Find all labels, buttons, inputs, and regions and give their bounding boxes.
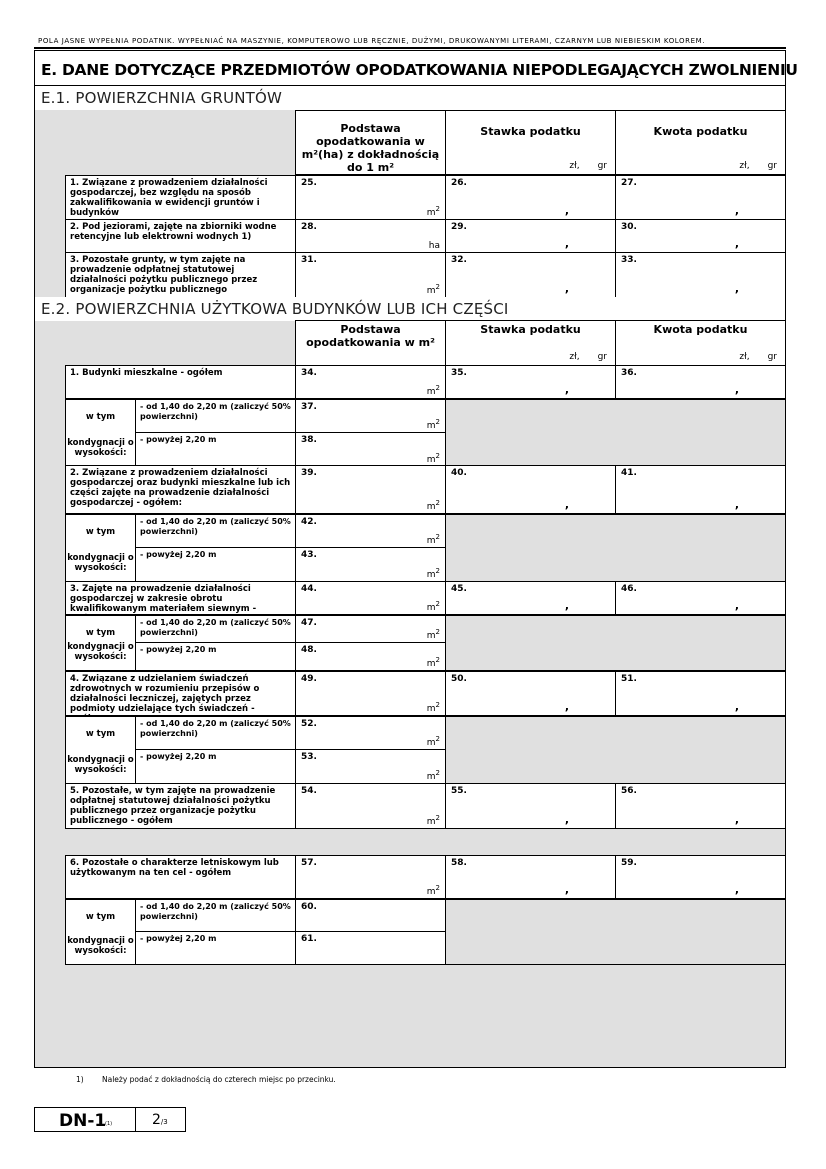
section-e-header xyxy=(35,51,798,86)
sub-label-low-text: - od 1,40 do 2,20 m (zaliczyć 50% powierzchni) xyxy=(140,402,291,421)
e2-sub-shaded-area xyxy=(445,716,786,784)
e2-row-label xyxy=(65,465,296,514)
kondygnacji-text: kondygnacji o wysokości: xyxy=(67,553,134,573)
field-number: 59. xyxy=(621,858,637,868)
form-code-cell xyxy=(35,1108,136,1131)
e2-sub-base-field[interactable] xyxy=(295,432,446,467)
e1-col-base-header xyxy=(295,110,446,175)
e2-row-label xyxy=(65,365,296,399)
field-number: 51. xyxy=(621,674,637,684)
e2-row-label-text: 4. Związane z udzielaniem świadczeń zdrowotnych w rozumieniu przepisów o działalności leczniczej, zajętych przez podmioty udzielające tych świadczeń - xyxy=(70,674,260,714)
field-number: 56. xyxy=(621,786,637,796)
decimal-separator: , xyxy=(734,282,739,295)
e2-amount-field[interactable] xyxy=(615,671,786,716)
e2-amount-field[interactable] xyxy=(615,465,786,514)
e2-sub-label-high xyxy=(135,642,296,671)
e2-sub-label-low xyxy=(135,514,296,548)
kondygnacji-text: kondygnacji o wysokości: xyxy=(67,755,134,775)
e2-row-label xyxy=(65,581,296,615)
unit-label: $m^2$ xyxy=(426,418,440,431)
field-number: 52. xyxy=(301,719,317,729)
e2-amount-field[interactable] xyxy=(615,365,786,399)
e1-row-label xyxy=(65,219,296,253)
e2-sub-label-high xyxy=(135,547,296,582)
field-number: 54. xyxy=(301,786,317,796)
decimal-separator: , xyxy=(734,237,739,250)
e2-row-label-text: 1. Budynki mieszkalne - ogółem xyxy=(70,368,223,378)
e1-amount-field[interactable] xyxy=(615,219,786,253)
field-number: 60. xyxy=(301,902,317,912)
field-number: 28. xyxy=(301,222,317,232)
wtym-text: w tym xyxy=(85,628,116,638)
form-section-e xyxy=(34,50,798,1068)
decimal-separator: , xyxy=(734,498,739,511)
decimal-separator: , xyxy=(564,700,569,713)
decimal-separator: , xyxy=(564,204,569,217)
e2-wtym-label xyxy=(65,399,136,467)
e2-wtym-label xyxy=(65,716,136,784)
e2-wtym-label xyxy=(65,899,136,965)
decimal-separator: , xyxy=(564,813,569,826)
footnote-text: Należy podać z dokładnością do czterech miejsc po przecinku. xyxy=(102,1075,336,1084)
field-number: 34. xyxy=(301,368,317,378)
e2-sub-base-field[interactable] xyxy=(295,749,446,784)
e2-row-label-text: 2. Związane z prowadzeniem działalności gospodarczej oraz budynki mieszkalne lub ich części zajęte na prowadzenie działalności gospodarczej - ogółem: xyxy=(70,468,291,508)
unit-label: $m^2$ xyxy=(426,499,440,512)
e2-amount-field[interactable] xyxy=(615,855,786,899)
e2-rate-field[interactable] xyxy=(445,465,616,514)
e2-sub-label-high xyxy=(135,749,296,784)
field-number: 45. xyxy=(451,584,467,594)
section-e-title: E. DANE DOTYCZĄCE PRZEDMIOTÓW OPODATKOWANIA NIEPODLEGAJĄCYCH ZWOLNIENIU xyxy=(41,61,798,79)
e2-base-field[interactable] xyxy=(295,783,446,829)
unit-label: $m^2$ xyxy=(426,567,440,580)
e2-row-label xyxy=(65,855,296,899)
unit-label: $m^2$ xyxy=(426,205,440,218)
e2-base-field[interactable] xyxy=(295,671,446,716)
field-number: 49. xyxy=(301,674,317,684)
e2-row-label-text: 3. Zajęte na prowadzenie działalności gospodarczej w zakresie obrotu kwalifikowanym materiałem siewnym - xyxy=(70,584,257,614)
field-number: 41. xyxy=(621,468,637,478)
field-number: 48. xyxy=(301,645,317,655)
e2-rate-field[interactable] xyxy=(445,783,616,829)
decimal-separator: , xyxy=(564,883,569,896)
e2-sub-label-low xyxy=(135,899,296,932)
e2-rate-field[interactable] xyxy=(445,855,616,899)
e1-rate-unit: zł, gr xyxy=(569,161,607,171)
e2-base-field[interactable] xyxy=(295,465,446,514)
wtym-text: w tym xyxy=(85,527,116,537)
e1-amount-unit: zł, gr xyxy=(739,161,777,171)
decimal-separator: , xyxy=(564,282,569,295)
e2-sub-label-high xyxy=(135,931,296,965)
unit-label: $m^2$ xyxy=(426,384,440,397)
e2-sub-base-field[interactable] xyxy=(295,642,446,671)
field-number: 39. xyxy=(301,468,317,478)
e2-base-field[interactable] xyxy=(295,581,446,615)
top-rule xyxy=(34,47,786,49)
unit-label: $m^2$ xyxy=(426,600,440,613)
e1-col-rate-header xyxy=(445,110,616,175)
field-number: 61. xyxy=(301,934,317,944)
e2-title: E.2. POWIERZCHNIA UŻYTKOWA BUDYNKÓW LUB ICH CZĘŚCI xyxy=(41,300,509,318)
e1-rate-field[interactable] xyxy=(445,219,616,253)
sub-label-high-text: - powyżej 2,20 m xyxy=(140,934,217,943)
unit-label: $m^2$ xyxy=(426,628,440,641)
field-number: 35. xyxy=(451,368,467,378)
e2-header xyxy=(35,297,785,321)
decimal-separator: , xyxy=(564,498,569,511)
field-number: 42. xyxy=(301,517,317,527)
unit-label: $m^2$ xyxy=(426,283,440,296)
unit-label: $m^2$ xyxy=(426,735,440,748)
e2-sub-base-field[interactable] xyxy=(295,899,446,932)
field-number: 40. xyxy=(451,468,467,478)
sub-label-high-text: - powyżej 2,20 m xyxy=(140,752,217,761)
sub-label-high-text: - powyżej 2,20 m xyxy=(140,645,217,654)
sub-label-low-text: - od 1,40 do 2,20 m (zaliczyć 50% powierzchni) xyxy=(140,618,291,637)
e2-sub-base-field[interactable] xyxy=(295,547,446,582)
e2-base-field[interactable] xyxy=(295,365,446,399)
wtym-text: w tym xyxy=(85,412,116,422)
e2-sub-base-field[interactable] xyxy=(295,399,446,433)
e1-col-amount-label: Kwota podatku xyxy=(653,125,748,138)
footnote-marker: 1) xyxy=(76,1075,84,1084)
e1-amount-field[interactable] xyxy=(615,252,786,298)
field-number: 50. xyxy=(451,674,467,684)
sub-label-high-text: - powyżej 2,20 m xyxy=(140,435,217,444)
decimal-separator: , xyxy=(734,383,739,396)
e1-base-field[interactable] xyxy=(295,252,446,298)
e2-amount-unit: zł, gr xyxy=(739,352,777,362)
field-number: 25. xyxy=(301,178,317,188)
unit-label: $m^2$ xyxy=(426,452,440,465)
field-number: 32. xyxy=(451,255,467,265)
e2-sub-label-high xyxy=(135,432,296,467)
decimal-separator: , xyxy=(734,204,739,217)
e1-row-label-text: 1. Związane z prowadzeniem działalności gospodarczej, bez względu na sposób zakwalifikowania w ewidencji gruntów i budynków xyxy=(70,178,268,218)
kondygnacji-text: kondygnacji o wysokości: xyxy=(67,642,134,662)
e2-col-base-label: Podstawa opodatkowania w m² xyxy=(306,323,435,349)
decimal-separator: , xyxy=(734,883,739,896)
sub-label-low-text: - od 1,40 do 2,20 m (zaliczyć 50% powierzchni) xyxy=(140,902,291,921)
wtym-text: w tym xyxy=(85,729,116,739)
sub-label-high-text: - powyżej 2,20 m xyxy=(140,550,217,559)
form-version: (1) xyxy=(105,1121,113,1127)
field-number: 43. xyxy=(301,550,317,560)
e2-col-base-header xyxy=(295,320,446,366)
e1-header xyxy=(35,86,785,110)
e2-row-label-text: 5. Pozostałe, w tym zajęte na prowadzenie odpłatnej statutowej działalności pożytku publicznego przez organizacje pożytku publicznego - ogółem xyxy=(70,786,276,826)
unit-label: $m^2$ xyxy=(426,884,440,897)
sub-label-low-text: - od 1,40 do 2,20 m (zaliczyć 50% powierzchni) xyxy=(140,719,291,738)
footnote xyxy=(76,1075,336,1084)
field-number: 36. xyxy=(621,368,637,378)
e2-sub-base-field[interactable] xyxy=(295,615,446,643)
field-number: 53. xyxy=(301,752,317,762)
e2-sub-label-low xyxy=(135,716,296,750)
decimal-separator: , xyxy=(734,599,739,612)
field-number: 58. xyxy=(451,858,467,868)
sub-label-low-text: - od 1,40 do 2,20 m (zaliczyć 50% powierzchni) xyxy=(140,517,291,536)
e2-rate-field[interactable] xyxy=(445,671,616,716)
field-number: 44. xyxy=(301,584,317,594)
e2-row-label xyxy=(65,671,296,716)
e1-base-field[interactable] xyxy=(295,175,446,220)
e2-sub-shaded-area xyxy=(445,399,786,467)
e2-col-amount-header xyxy=(615,320,786,366)
decimal-separator: , xyxy=(564,383,569,396)
e1-row-label-text: 3. Pozostałe grunty, w tym zajęte na prowadzenie odpłatnej statutowej działalności pożytku publicznego przez organizacje pożytku publicznego xyxy=(70,255,258,295)
field-number: 26. xyxy=(451,178,467,188)
e1-title: E.1. POWIERZCHNIA GRUNTÓW xyxy=(41,89,283,107)
e2-col-rate-label: Stawka podatku xyxy=(480,323,581,336)
e2-sub-shaded-area xyxy=(445,514,786,582)
e1-row-label-text: 2. Pod jeziorami, zajęte na zbiorniki wodne retencyjne lub elektrowni wodnych 1) xyxy=(70,222,277,242)
unit-label: $m^2$ xyxy=(426,533,440,546)
e2-sub-shaded-area xyxy=(445,615,786,671)
top-instruction-note: POLA JASNE WYPEŁNIA PODATNIK. WYPEŁNIAĆ NA MASZYNIE, KOMPUTEROWO LUB RĘCZNIE, DUŻYMI, DRUKOWANYMI LITERAMI, CZARNYM LUB NIEBIESKIM KOLOREM. xyxy=(38,37,706,45)
form-code: DN-1 xyxy=(59,1111,107,1131)
field-number: 57. xyxy=(301,858,317,868)
form-code-box xyxy=(34,1107,186,1132)
e2-amount-field[interactable] xyxy=(615,581,786,615)
e2-rate-unit: zł, gr xyxy=(569,352,607,362)
field-number: 46. xyxy=(621,584,637,594)
e2-wtym-label xyxy=(65,514,136,582)
e2-sub-shaded-area xyxy=(445,899,786,965)
unit-label: $m^2$ xyxy=(426,701,440,714)
e2-wtym-label xyxy=(65,615,136,671)
unit-label: $m^2$ xyxy=(426,656,440,669)
field-number: 47. xyxy=(301,618,317,628)
e2-col-rate-header xyxy=(445,320,616,366)
field-number: 31. xyxy=(301,255,317,265)
e1-row-label xyxy=(65,175,296,220)
decimal-separator: , xyxy=(564,599,569,612)
field-number: 30. xyxy=(621,222,637,232)
e1-base-field[interactable] xyxy=(295,219,446,253)
unit-label: $m^2$ xyxy=(426,814,440,827)
e1-col-amount-header xyxy=(615,110,786,175)
field-number: 33. xyxy=(621,255,637,265)
e1-amount-field[interactable] xyxy=(615,175,786,220)
kondygnacji-text: kondygnacji o wysokości: xyxy=(67,438,134,458)
page-number: 2/3 xyxy=(152,1112,168,1128)
e2-sub-base-field[interactable] xyxy=(295,514,446,548)
kondygnacji-text: kondygnacji o wysokości: xyxy=(67,936,134,956)
e2-sub-base-field[interactable] xyxy=(295,931,446,965)
field-number: 29. xyxy=(451,222,467,232)
field-number: 38. xyxy=(301,435,317,445)
e1-row-label xyxy=(65,252,296,298)
e2-rate-field[interactable] xyxy=(445,581,616,615)
field-number: 37. xyxy=(301,402,317,412)
field-number: 55. xyxy=(451,786,467,796)
e2-sub-label-low xyxy=(135,399,296,433)
e2-row-label xyxy=(65,783,296,829)
decimal-separator: , xyxy=(734,813,739,826)
e2-rate-field[interactable] xyxy=(445,365,616,399)
e2-amount-field[interactable] xyxy=(615,783,786,829)
e1-rate-field[interactable] xyxy=(445,175,616,220)
decimal-separator: , xyxy=(734,700,739,713)
wtym-text: w tym xyxy=(85,912,116,922)
e2-row-label-text: 6. Pozostałe o charakterze letniskowym lub użytkowanym na ten cel - ogółem xyxy=(70,858,279,878)
decimal-separator: , xyxy=(564,237,569,250)
e1-col-base-label: Podstawa opodatkowania w m²(ha) z dokładnością do 1 m² xyxy=(301,122,440,174)
e2-sub-label-low xyxy=(135,615,296,643)
unit-label: $m^2$ xyxy=(426,769,440,782)
e2-col-amount-label: Kwota podatku xyxy=(653,323,748,336)
e2-sub-base-field[interactable] xyxy=(295,716,446,750)
e1-col-rate-label: Stawka podatku xyxy=(480,125,581,138)
unit-label: ha xyxy=(428,241,440,251)
e1-rate-field[interactable] xyxy=(445,252,616,298)
field-number: 27. xyxy=(621,178,637,188)
e2-base-field[interactable] xyxy=(295,855,446,899)
